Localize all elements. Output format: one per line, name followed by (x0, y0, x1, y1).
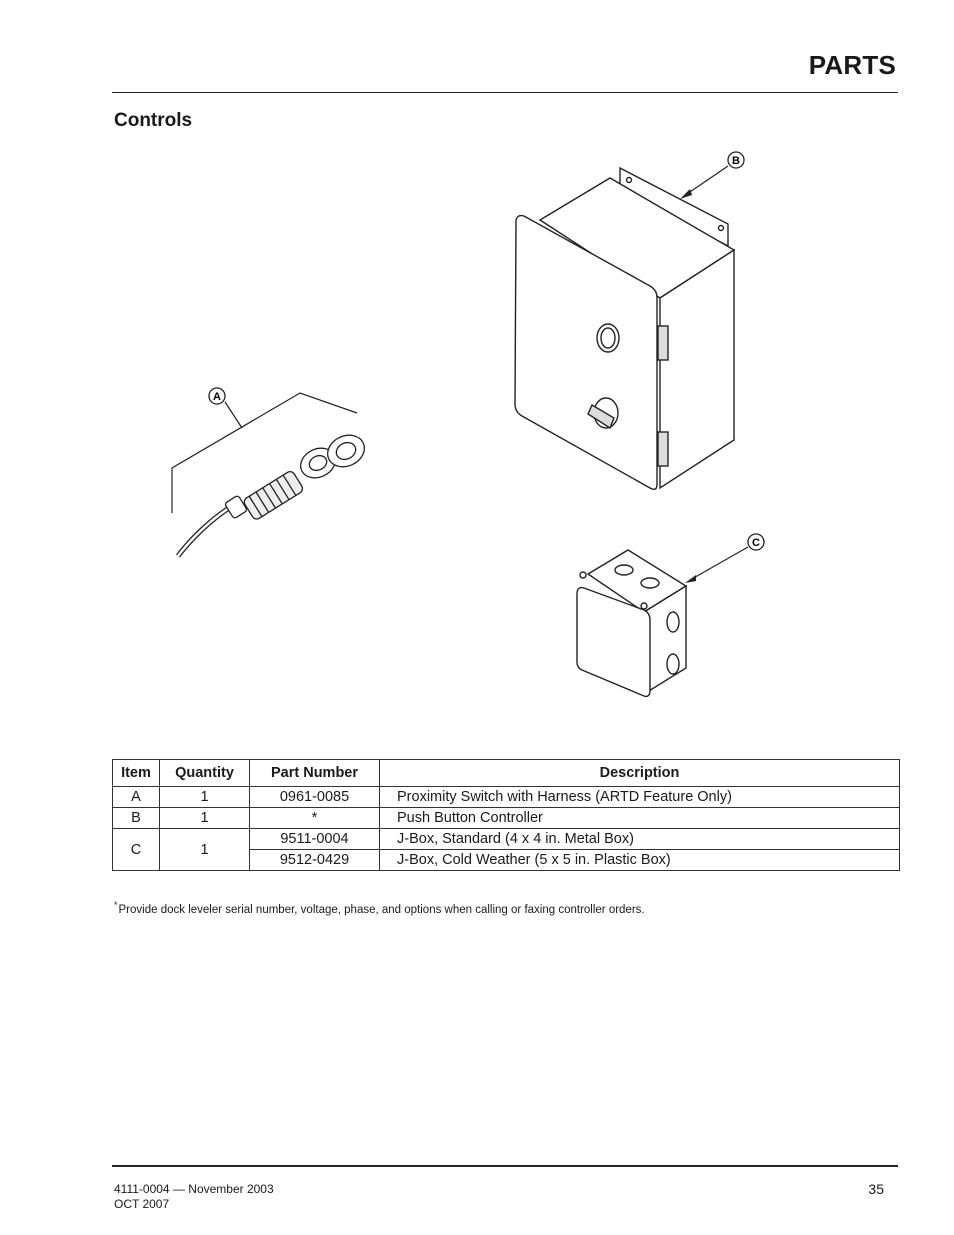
footnote-marker: * (114, 900, 118, 910)
quantity-cell: 1 (160, 787, 250, 808)
footnote (114, 900, 645, 916)
description-cell: J-Box, Cold Weather (5 x 5 in. Plastic Box) (380, 850, 900, 871)
quantity-cell: 1 (160, 829, 250, 871)
part-number-cell: 0961-0085 (250, 787, 380, 808)
item-cell: C (113, 829, 160, 871)
table-row (113, 787, 900, 808)
junction-box-illustration (577, 550, 686, 696)
page-number: 35 (868, 1181, 884, 1197)
column-header-quantity: Quantity (160, 760, 250, 787)
quantity-cell: 1 (160, 808, 250, 829)
part-number-cell: 9511-0004 (250, 829, 380, 850)
footer-divider (112, 1165, 898, 1167)
table-row (113, 829, 900, 850)
part-number-cell: 9512-0429 (250, 850, 380, 871)
callout-c-label: C (752, 537, 760, 549)
column-header-description: Description (380, 760, 900, 787)
section-title: Controls (114, 110, 193, 131)
footer-document-info (114, 1182, 274, 1212)
page-title: PARTS (808, 50, 896, 80)
document-number: 4111-0004 — November 2003 (114, 1182, 274, 1196)
revision-date: OCT 2007 (114, 1197, 170, 1211)
callout-c (685, 534, 764, 583)
callout-b-label: B (732, 155, 740, 167)
item-cell: A (113, 787, 160, 808)
footnote-text: Provide dock leveler serial number, voltage, phase, and options when calling or faxing controller orders. (118, 904, 645, 916)
item-cell: B (113, 808, 160, 829)
column-header-item: Item (113, 760, 160, 787)
proximity-switch-illustration (178, 429, 370, 556)
part-number-cell: * (250, 808, 380, 829)
table-header-row (113, 760, 900, 787)
push-button-controller-illustration (515, 168, 734, 489)
callout-a-label: A (213, 391, 221, 403)
parts-table (112, 759, 900, 871)
description-cell: Push Button Controller (380, 808, 900, 829)
callout-b (680, 152, 744, 199)
column-header-part-number: Part Number (250, 760, 380, 787)
table-row (113, 808, 900, 829)
description-cell: Proximity Switch with Harness (ARTD Feature Only) (380, 787, 900, 808)
description-cell: J-Box, Standard (4 x 4 in. Metal Box) (380, 829, 900, 850)
